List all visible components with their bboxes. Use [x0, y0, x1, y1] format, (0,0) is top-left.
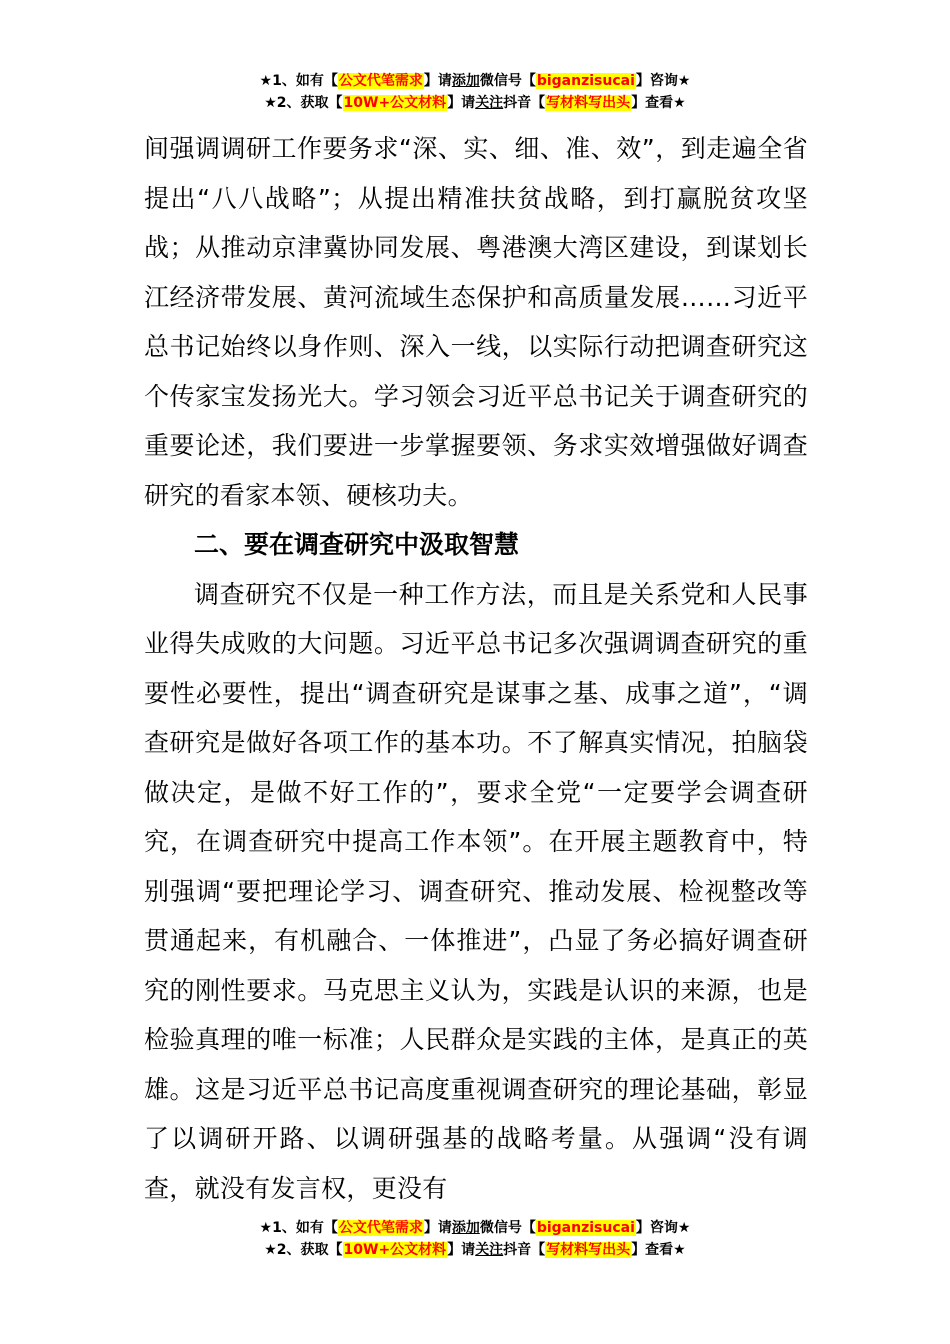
highlight-ghostwriting: 公文代笔需求 [338, 73, 423, 89]
banner-line-1: ★1、如有【公文代笔需求】请添加微信号【biganzisucai】咨询★ [259, 1220, 691, 1236]
document-body [144, 124, 808, 1213]
highlight-wechat-id: biganzisucai [536, 1220, 635, 1236]
highlight-douyin: 写材料写出头 [546, 1242, 631, 1258]
highlight-ghostwriting: 公文代笔需求 [338, 1220, 423, 1236]
highlight-materials: 10W+公文材料 [343, 1242, 447, 1258]
highlight-materials: 10W+公文材料 [343, 95, 447, 111]
banner-line-1: ★1、如有【公文代笔需求】请添加微信号【biganzisucai】咨询★ [259, 73, 691, 89]
highlight-douyin: 写材料写出头 [546, 95, 631, 111]
paragraph-1: 间强调调研工作要务求“深、实、细、准、效”，到走遍全省提出“八八战略”；从提出精准扶贫战略，到打赢脱贫攻坚战；从推动京津冀协同发展、粤港澳大湾区建设，到谋划长江经济带发展、黄河流域生态保护和高质量发展……习近平总书记始终以身作则、深入一线，以实际行动把调查研究这个传家宝发扬光大。学习领会习近平总书记关于调查研究的重要论述，我们要进一步掌握要领、务求实效增强做好调查研究的看家本领、硬核功夫。 [144, 134, 808, 510]
banner-line-2: ★2、获取【10W+公文材料】请关注抖音【写材料写出头】查看★ [264, 1242, 686, 1258]
banner-line-2: ★2、获取【10W+公文材料】请关注抖音【写材料写出头】查看★ [264, 95, 686, 111]
header-banner [0, 70, 950, 114]
paragraph-2: 调查研究不仅是一种工作方法，而且是关系党和人民事业得失成败的大问题。习近平总书记多次强调调查研究的重要性必要性，提出“调查研究是谋事之基、成事之道”，“调查研究是做好各项工作的基本功。不了解真实情况，拍脑袋做决定，是做不好工作的”，要求全党“一定要学会调查研究，在调查研究中提高工作本领”。在开展主题教育中，特别强调“要把理论学习、调查研究、推动发展、检视整改等贯通起来，有机融合、一体推进”，凸显了务必搞好调查研究的刚性要求。马克思主义认为，实践是认识的来源，也是检验真理的唯一标准；人民群众是实践的主体，是真正的英雄。这是习近平总书记高度重视调查研究的理论基础，彰显了以调研开路、以调研强基的战略考量。从强调“没有调查，就没有发言权，更没有 [144, 579, 808, 1203]
footer-banner [0, 1217, 950, 1261]
section-heading-2: 二、要在调查研究中汲取智慧 [194, 530, 520, 559]
highlight-wechat-id: biganzisucai [536, 73, 635, 89]
